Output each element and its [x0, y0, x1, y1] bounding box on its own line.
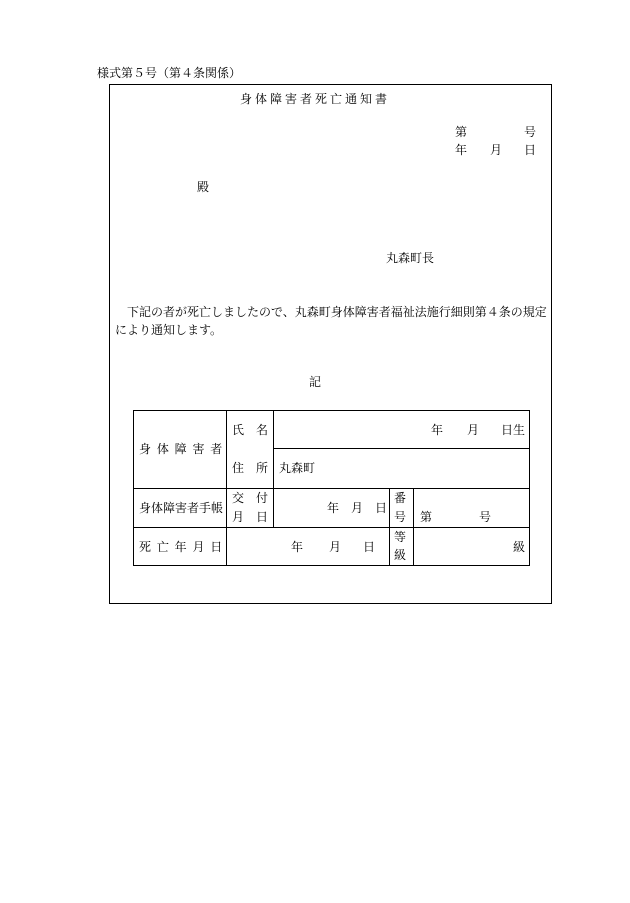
issue-label-1: 交 付 [232, 491, 269, 505]
notice-date-day: 日 [524, 143, 537, 157]
grade-label-1: 等 [394, 530, 407, 544]
issue-year: 年 [327, 501, 340, 515]
table-line-row3 [133, 527, 530, 528]
handbook-header: 身体障害者手帳 [139, 501, 224, 515]
grade-value: 級 [513, 540, 526, 554]
deceased-info-table [133, 410, 530, 566]
form-number-label: 様式第５号（第４条関係） [97, 66, 242, 80]
address-value: 丸森町 [279, 461, 316, 475]
table-line-col4 [413, 488, 414, 566]
name-label: 氏 名 [232, 423, 269, 437]
issue-label-2: 月 日 [232, 510, 269, 524]
person-header: 身 体 障 害 者 [139, 442, 224, 456]
birth-month: 月 [467, 423, 480, 437]
handbook-number-dai: 第 [420, 510, 433, 524]
table-border-bottom [133, 565, 530, 566]
death-date-header: 死 亡 年 月 日 [139, 540, 224, 554]
table-border-left [133, 410, 134, 566]
table-line-col1 [226, 410, 227, 566]
table-line-col2 [273, 410, 274, 527]
table-border-right [529, 410, 530, 566]
table-border-top [133, 410, 530, 411]
sender-name: 丸森町長 [386, 251, 435, 265]
grade-label-2: 級 [394, 548, 407, 562]
notice-number-gou: 号 [524, 125, 537, 139]
table-line-col3 [389, 488, 390, 566]
issue-day: 日 [375, 501, 388, 515]
issue-month: 月 [351, 501, 364, 515]
notice-body: 下記の者が死亡しましたので、丸森町身体障害者福祉法施行細則第４条の規定により通知します。 [115, 305, 547, 337]
death-month: 月 [329, 540, 342, 554]
ki-heading: 記 [308, 375, 321, 389]
addressee-suffix: 殿 [197, 180, 210, 194]
number-label-2: 号 [394, 510, 407, 524]
death-year: 年 [291, 540, 304, 554]
document-title: 身体障害者死亡通知書 [239, 92, 390, 106]
death-day: 日 [363, 540, 376, 554]
table-line-row2 [133, 488, 530, 489]
address-label: 住 所 [232, 461, 269, 475]
notice-date-month: 月 [490, 143, 503, 157]
handbook-number-gou: 号 [479, 510, 492, 524]
notice-date-year: 年 [455, 143, 468, 157]
birth-day: 日生 [501, 423, 526, 437]
number-label-1: 番 [394, 491, 407, 505]
birth-year: 年 [431, 423, 444, 437]
table-line-name-address [273, 448, 530, 449]
notice-number-dai: 第 [455, 125, 468, 139]
